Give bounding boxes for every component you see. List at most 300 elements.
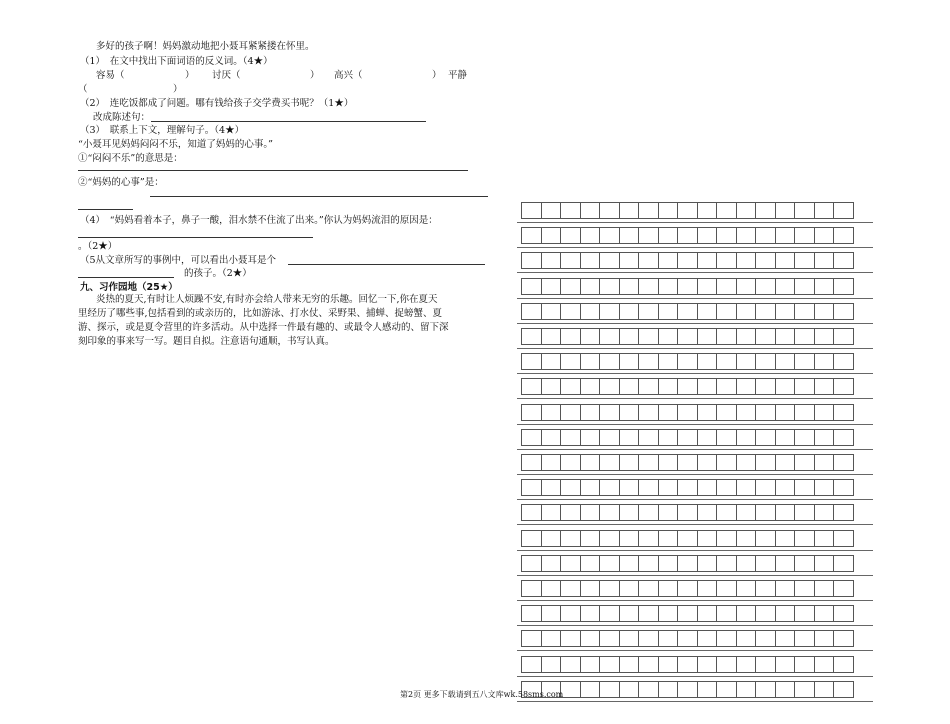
grid-cell[interactable] bbox=[736, 227, 757, 244]
composition-grid[interactable] bbox=[517, 200, 873, 724]
grid-cell[interactable] bbox=[755, 303, 776, 320]
grid-cell[interactable] bbox=[677, 404, 698, 421]
grid-cell[interactable] bbox=[833, 252, 854, 269]
grid-cell[interactable] bbox=[658, 630, 679, 647]
grid-cell[interactable] bbox=[541, 479, 562, 496]
grid-cell[interactable] bbox=[677, 328, 698, 345]
grid-cell[interactable] bbox=[755, 353, 776, 370]
grid-cell[interactable] bbox=[814, 202, 835, 219]
grid-cell[interactable] bbox=[755, 328, 776, 345]
grid-cell[interactable] bbox=[658, 202, 679, 219]
grid-cell[interactable] bbox=[716, 278, 737, 295]
answer-line[interactable] bbox=[288, 264, 485, 265]
grid-cell[interactable] bbox=[775, 504, 796, 521]
grid-cell[interactable] bbox=[833, 479, 854, 496]
grid-cell[interactable] bbox=[677, 227, 698, 244]
grid-cell[interactable] bbox=[697, 328, 718, 345]
grid-cell[interactable] bbox=[541, 429, 562, 446]
grid-cell[interactable] bbox=[658, 353, 679, 370]
grid-cell[interactable] bbox=[736, 656, 757, 673]
grid-cell[interactable] bbox=[541, 227, 562, 244]
grid-cell[interactable] bbox=[736, 353, 757, 370]
grid-cell[interactable] bbox=[833, 202, 854, 219]
grid-cell[interactable] bbox=[716, 479, 737, 496]
grid-cell[interactable] bbox=[775, 278, 796, 295]
grid-cell[interactable] bbox=[736, 630, 757, 647]
grid-cell[interactable] bbox=[677, 303, 698, 320]
grid-cell[interactable] bbox=[638, 605, 659, 622]
grid-cell[interactable] bbox=[658, 530, 679, 547]
grid-cell[interactable] bbox=[697, 202, 718, 219]
grid-cell[interactable] bbox=[599, 429, 620, 446]
grid-cell[interactable] bbox=[716, 378, 737, 395]
grid-cell[interactable] bbox=[580, 202, 601, 219]
grid-cell[interactable] bbox=[833, 530, 854, 547]
grid-cell[interactable] bbox=[833, 353, 854, 370]
grid-cell[interactable] bbox=[658, 252, 679, 269]
grid-cell[interactable] bbox=[638, 404, 659, 421]
grid-cell[interactable] bbox=[638, 530, 659, 547]
grid-cell[interactable] bbox=[716, 429, 737, 446]
grid-cell[interactable] bbox=[619, 252, 640, 269]
grid-cell[interactable] bbox=[521, 630, 542, 647]
grid-cell[interactable] bbox=[541, 353, 562, 370]
grid-cell[interactable] bbox=[794, 378, 815, 395]
grid-cell[interactable] bbox=[619, 630, 640, 647]
grid-cell[interactable] bbox=[814, 479, 835, 496]
grid-cell[interactable] bbox=[541, 454, 562, 471]
grid-cell[interactable] bbox=[736, 555, 757, 572]
grid-cell[interactable] bbox=[755, 530, 776, 547]
grid-cell[interactable] bbox=[560, 353, 581, 370]
grid-cell[interactable] bbox=[619, 656, 640, 673]
grid-cell[interactable] bbox=[697, 303, 718, 320]
grid-cell[interactable] bbox=[580, 605, 601, 622]
grid-cell[interactable] bbox=[775, 479, 796, 496]
grid-cell[interactable] bbox=[716, 202, 737, 219]
grid-cell[interactable] bbox=[560, 630, 581, 647]
grid-cell[interactable] bbox=[677, 656, 698, 673]
grid-cell[interactable] bbox=[814, 504, 835, 521]
grid-cell[interactable] bbox=[736, 328, 757, 345]
grid-cell[interactable] bbox=[697, 656, 718, 673]
grid-cell[interactable] bbox=[833, 454, 854, 471]
grid-cell[interactable] bbox=[794, 605, 815, 622]
grid-cell[interactable] bbox=[658, 227, 679, 244]
grid-cell[interactable] bbox=[736, 202, 757, 219]
grid-cell[interactable] bbox=[658, 378, 679, 395]
grid-cell[interactable] bbox=[580, 328, 601, 345]
grid-cell[interactable] bbox=[697, 605, 718, 622]
grid-cell[interactable] bbox=[580, 656, 601, 673]
grid-cell[interactable] bbox=[794, 580, 815, 597]
grid-cell[interactable] bbox=[775, 555, 796, 572]
grid-cell[interactable] bbox=[755, 504, 776, 521]
grid-cell[interactable] bbox=[599, 479, 620, 496]
grid-cell[interactable] bbox=[814, 580, 835, 597]
answer-line[interactable] bbox=[78, 209, 133, 210]
grid-cell[interactable] bbox=[658, 429, 679, 446]
grid-cell[interactable] bbox=[833, 278, 854, 295]
grid-cell[interactable] bbox=[716, 530, 737, 547]
grid-cell[interactable] bbox=[560, 580, 581, 597]
grid-cell[interactable] bbox=[716, 353, 737, 370]
grid-cell[interactable] bbox=[716, 252, 737, 269]
grid-cell[interactable] bbox=[521, 252, 542, 269]
grid-cell[interactable] bbox=[697, 479, 718, 496]
grid-cell[interactable] bbox=[755, 278, 776, 295]
grid-cell[interactable] bbox=[697, 227, 718, 244]
grid-cell[interactable] bbox=[541, 630, 562, 647]
grid-cell[interactable] bbox=[580, 681, 601, 698]
grid-cell[interactable] bbox=[736, 681, 757, 698]
grid-cell[interactable] bbox=[794, 479, 815, 496]
grid-cell[interactable] bbox=[580, 504, 601, 521]
grid-cell[interactable] bbox=[658, 681, 679, 698]
grid-cell[interactable] bbox=[560, 252, 581, 269]
grid-cell[interactable] bbox=[677, 429, 698, 446]
grid-cell[interactable] bbox=[638, 580, 659, 597]
grid-cell[interactable] bbox=[697, 580, 718, 597]
grid-cell[interactable] bbox=[521, 555, 542, 572]
answer-line[interactable] bbox=[78, 237, 313, 238]
grid-cell[interactable] bbox=[833, 404, 854, 421]
grid-cell[interactable] bbox=[794, 404, 815, 421]
grid-cell[interactable] bbox=[560, 278, 581, 295]
grid-cell[interactable] bbox=[833, 580, 854, 597]
grid-cell[interactable] bbox=[716, 454, 737, 471]
grid-cell[interactable] bbox=[541, 202, 562, 219]
grid-cell[interactable] bbox=[697, 252, 718, 269]
grid-cell[interactable] bbox=[775, 353, 796, 370]
grid-cell[interactable] bbox=[560, 404, 581, 421]
grid-cell[interactable] bbox=[521, 227, 542, 244]
grid-cell[interactable] bbox=[716, 303, 737, 320]
grid-cell[interactable] bbox=[521, 278, 542, 295]
grid-cell[interactable] bbox=[521, 656, 542, 673]
grid-cell[interactable] bbox=[755, 681, 776, 698]
grid-cell[interactable] bbox=[794, 278, 815, 295]
answer-line[interactable] bbox=[78, 277, 174, 278]
grid-cell[interactable] bbox=[794, 303, 815, 320]
grid-cell[interactable] bbox=[677, 605, 698, 622]
grid-cell[interactable] bbox=[521, 530, 542, 547]
grid-cell[interactable] bbox=[794, 555, 815, 572]
grid-cell[interactable] bbox=[521, 404, 542, 421]
grid-cell[interactable] bbox=[794, 454, 815, 471]
grid-cell[interactable] bbox=[521, 580, 542, 597]
grid-cell[interactable] bbox=[638, 504, 659, 521]
grid-cell[interactable] bbox=[814, 227, 835, 244]
grid-cell[interactable] bbox=[541, 555, 562, 572]
grid-cell[interactable] bbox=[775, 580, 796, 597]
grid-cell[interactable] bbox=[755, 630, 776, 647]
grid-cell[interactable] bbox=[599, 530, 620, 547]
grid-cell[interactable] bbox=[814, 252, 835, 269]
grid-cell[interactable] bbox=[580, 429, 601, 446]
grid-cell[interactable] bbox=[755, 202, 776, 219]
grid-cell[interactable] bbox=[619, 530, 640, 547]
grid-cell[interactable] bbox=[775, 605, 796, 622]
grid-cell[interactable] bbox=[775, 252, 796, 269]
grid-cell[interactable] bbox=[541, 530, 562, 547]
grid-cell[interactable] bbox=[638, 303, 659, 320]
grid-cell[interactable] bbox=[755, 580, 776, 597]
grid-cell[interactable] bbox=[521, 328, 542, 345]
grid-cell[interactable] bbox=[599, 404, 620, 421]
grid-cell[interactable] bbox=[619, 227, 640, 244]
grid-cell[interactable] bbox=[814, 303, 835, 320]
grid-cell[interactable] bbox=[560, 555, 581, 572]
grid-cell[interactable] bbox=[619, 555, 640, 572]
grid-cell[interactable] bbox=[541, 656, 562, 673]
grid-cell[interactable] bbox=[521, 454, 542, 471]
grid-cell[interactable] bbox=[599, 504, 620, 521]
grid-cell[interactable] bbox=[697, 278, 718, 295]
grid-cell[interactable] bbox=[677, 454, 698, 471]
grid-cell[interactable] bbox=[677, 353, 698, 370]
grid-cell[interactable] bbox=[619, 303, 640, 320]
grid-cell[interactable] bbox=[775, 681, 796, 698]
grid-cell[interactable] bbox=[560, 656, 581, 673]
grid-cell[interactable] bbox=[716, 580, 737, 597]
grid-cell[interactable] bbox=[794, 504, 815, 521]
grid-cell[interactable] bbox=[716, 681, 737, 698]
grid-cell[interactable] bbox=[560, 227, 581, 244]
grid-cell[interactable] bbox=[775, 656, 796, 673]
grid-cell[interactable] bbox=[658, 278, 679, 295]
grid-cell[interactable] bbox=[580, 378, 601, 395]
grid-cell[interactable] bbox=[794, 530, 815, 547]
grid-cell[interactable] bbox=[541, 328, 562, 345]
grid-cell[interactable] bbox=[794, 227, 815, 244]
grid-cell[interactable] bbox=[599, 656, 620, 673]
grid-cell[interactable] bbox=[580, 303, 601, 320]
grid-cell[interactable] bbox=[580, 555, 601, 572]
grid-cell[interactable] bbox=[697, 404, 718, 421]
grid-cell[interactable] bbox=[619, 353, 640, 370]
grid-cell[interactable] bbox=[599, 328, 620, 345]
grid-cell[interactable] bbox=[833, 504, 854, 521]
grid-cell[interactable] bbox=[560, 303, 581, 320]
grid-cell[interactable] bbox=[560, 378, 581, 395]
grid-cell[interactable] bbox=[736, 429, 757, 446]
grid-cell[interactable] bbox=[658, 555, 679, 572]
grid-cell[interactable] bbox=[814, 378, 835, 395]
grid-cell[interactable] bbox=[599, 555, 620, 572]
grid-cell[interactable] bbox=[580, 404, 601, 421]
grid-cell[interactable] bbox=[736, 454, 757, 471]
grid-cell[interactable] bbox=[580, 530, 601, 547]
grid-cell[interactable] bbox=[638, 378, 659, 395]
grid-cell[interactable] bbox=[794, 681, 815, 698]
answer-line[interactable] bbox=[78, 170, 468, 171]
grid-cell[interactable] bbox=[541, 580, 562, 597]
grid-cell[interactable] bbox=[814, 555, 835, 572]
grid-cell[interactable] bbox=[755, 605, 776, 622]
grid-cell[interactable] bbox=[775, 227, 796, 244]
grid-cell[interactable] bbox=[833, 656, 854, 673]
grid-cell[interactable] bbox=[658, 656, 679, 673]
grid-cell[interactable] bbox=[755, 404, 776, 421]
grid-cell[interactable] bbox=[677, 530, 698, 547]
grid-cell[interactable] bbox=[697, 353, 718, 370]
grid-cell[interactable] bbox=[833, 303, 854, 320]
grid-cell[interactable] bbox=[736, 479, 757, 496]
grid-cell[interactable] bbox=[521, 429, 542, 446]
grid-cell[interactable] bbox=[677, 479, 698, 496]
grid-cell[interactable] bbox=[677, 580, 698, 597]
grid-cell[interactable] bbox=[736, 605, 757, 622]
grid-cell[interactable] bbox=[599, 605, 620, 622]
grid-cell[interactable] bbox=[658, 404, 679, 421]
grid-cell[interactable] bbox=[775, 202, 796, 219]
grid-cell[interactable] bbox=[560, 429, 581, 446]
grid-cell[interactable] bbox=[814, 278, 835, 295]
grid-cell[interactable] bbox=[560, 454, 581, 471]
grid-cell[interactable] bbox=[599, 303, 620, 320]
grid-cell[interactable] bbox=[521, 353, 542, 370]
grid-cell[interactable] bbox=[521, 504, 542, 521]
grid-cell[interactable] bbox=[638, 328, 659, 345]
grid-cell[interactable] bbox=[736, 278, 757, 295]
grid-cell[interactable] bbox=[677, 278, 698, 295]
grid-cell[interactable] bbox=[560, 530, 581, 547]
grid-cell[interactable] bbox=[560, 328, 581, 345]
grid-cell[interactable] bbox=[716, 630, 737, 647]
grid-cell[interactable] bbox=[736, 530, 757, 547]
grid-cell[interactable] bbox=[736, 303, 757, 320]
grid-cell[interactable] bbox=[619, 328, 640, 345]
grid-cell[interactable] bbox=[541, 404, 562, 421]
grid-cell[interactable] bbox=[619, 202, 640, 219]
grid-cell[interactable] bbox=[599, 580, 620, 597]
grid-cell[interactable] bbox=[521, 303, 542, 320]
grid-cell[interactable] bbox=[716, 605, 737, 622]
grid-cell[interactable] bbox=[638, 555, 659, 572]
grid-cell[interactable] bbox=[677, 504, 698, 521]
grid-cell[interactable] bbox=[599, 252, 620, 269]
grid-cell[interactable] bbox=[755, 454, 776, 471]
grid-cell[interactable] bbox=[658, 580, 679, 597]
grid-cell[interactable] bbox=[677, 202, 698, 219]
grid-cell[interactable] bbox=[638, 630, 659, 647]
grid-cell[interactable] bbox=[580, 630, 601, 647]
grid-cell[interactable] bbox=[755, 378, 776, 395]
grid-cell[interactable] bbox=[658, 504, 679, 521]
grid-cell[interactable] bbox=[541, 303, 562, 320]
grid-cell[interactable] bbox=[814, 353, 835, 370]
grid-cell[interactable] bbox=[599, 202, 620, 219]
grid-cell[interactable] bbox=[580, 580, 601, 597]
grid-cell[interactable] bbox=[541, 504, 562, 521]
grid-cell[interactable] bbox=[814, 454, 835, 471]
grid-cell[interactable] bbox=[794, 202, 815, 219]
grid-cell[interactable] bbox=[794, 328, 815, 345]
grid-cell[interactable] bbox=[716, 656, 737, 673]
grid-cell[interactable] bbox=[814, 656, 835, 673]
grid-cell[interactable] bbox=[677, 378, 698, 395]
grid-cell[interactable] bbox=[697, 429, 718, 446]
grid-cell[interactable] bbox=[599, 353, 620, 370]
grid-cell[interactable] bbox=[775, 378, 796, 395]
grid-cell[interactable] bbox=[677, 555, 698, 572]
grid-cell[interactable] bbox=[580, 454, 601, 471]
grid-cell[interactable] bbox=[794, 630, 815, 647]
grid-cell[interactable] bbox=[833, 630, 854, 647]
grid-cell[interactable] bbox=[775, 429, 796, 446]
grid-cell[interactable] bbox=[580, 227, 601, 244]
grid-cell[interactable] bbox=[521, 605, 542, 622]
grid-cell[interactable] bbox=[794, 252, 815, 269]
grid-cell[interactable] bbox=[599, 681, 620, 698]
grid-cell[interactable] bbox=[619, 580, 640, 597]
grid-cell[interactable] bbox=[521, 479, 542, 496]
grid-cell[interactable] bbox=[580, 278, 601, 295]
grid-cell[interactable] bbox=[833, 681, 854, 698]
grid-cell[interactable] bbox=[658, 328, 679, 345]
grid-cell[interactable] bbox=[560, 504, 581, 521]
grid-cell[interactable] bbox=[677, 681, 698, 698]
grid-cell[interactable] bbox=[697, 454, 718, 471]
grid-cell[interactable] bbox=[833, 429, 854, 446]
grid-cell[interactable] bbox=[775, 303, 796, 320]
grid-cell[interactable] bbox=[833, 227, 854, 244]
grid-cell[interactable] bbox=[775, 530, 796, 547]
grid-cell[interactable] bbox=[619, 278, 640, 295]
grid-cell[interactable] bbox=[541, 252, 562, 269]
grid-cell[interactable] bbox=[580, 252, 601, 269]
grid-cell[interactable] bbox=[794, 353, 815, 370]
grid-cell[interactable] bbox=[638, 479, 659, 496]
grid-cell[interactable] bbox=[541, 378, 562, 395]
grid-cell[interactable] bbox=[619, 429, 640, 446]
grid-cell[interactable] bbox=[580, 353, 601, 370]
grid-cell[interactable] bbox=[521, 378, 542, 395]
grid-cell[interactable] bbox=[638, 656, 659, 673]
grid-cell[interactable] bbox=[560, 202, 581, 219]
grid-cell[interactable] bbox=[716, 404, 737, 421]
grid-cell[interactable] bbox=[814, 404, 835, 421]
grid-cell[interactable] bbox=[521, 202, 542, 219]
grid-cell[interactable] bbox=[658, 605, 679, 622]
grid-cell[interactable] bbox=[697, 681, 718, 698]
answer-line[interactable] bbox=[151, 121, 426, 122]
grid-cell[interactable] bbox=[619, 681, 640, 698]
grid-cell[interactable] bbox=[658, 454, 679, 471]
grid-cell[interactable] bbox=[814, 681, 835, 698]
grid-cell[interactable] bbox=[755, 479, 776, 496]
grid-cell[interactable] bbox=[736, 580, 757, 597]
grid-cell[interactable] bbox=[638, 429, 659, 446]
grid-cell[interactable] bbox=[638, 252, 659, 269]
grid-cell[interactable] bbox=[775, 630, 796, 647]
grid-cell[interactable] bbox=[599, 378, 620, 395]
grid-cell[interactable] bbox=[755, 252, 776, 269]
grid-cell[interactable] bbox=[541, 278, 562, 295]
grid-cell[interactable] bbox=[716, 504, 737, 521]
grid-cell[interactable] bbox=[814, 429, 835, 446]
grid-cell[interactable] bbox=[599, 454, 620, 471]
grid-cell[interactable] bbox=[736, 504, 757, 521]
grid-cell[interactable] bbox=[833, 555, 854, 572]
grid-cell[interactable] bbox=[794, 429, 815, 446]
grid-cell[interactable] bbox=[599, 278, 620, 295]
grid-cell[interactable] bbox=[638, 227, 659, 244]
grid-cell[interactable] bbox=[638, 681, 659, 698]
grid-cell[interactable] bbox=[697, 630, 718, 647]
grid-cell[interactable] bbox=[775, 328, 796, 345]
